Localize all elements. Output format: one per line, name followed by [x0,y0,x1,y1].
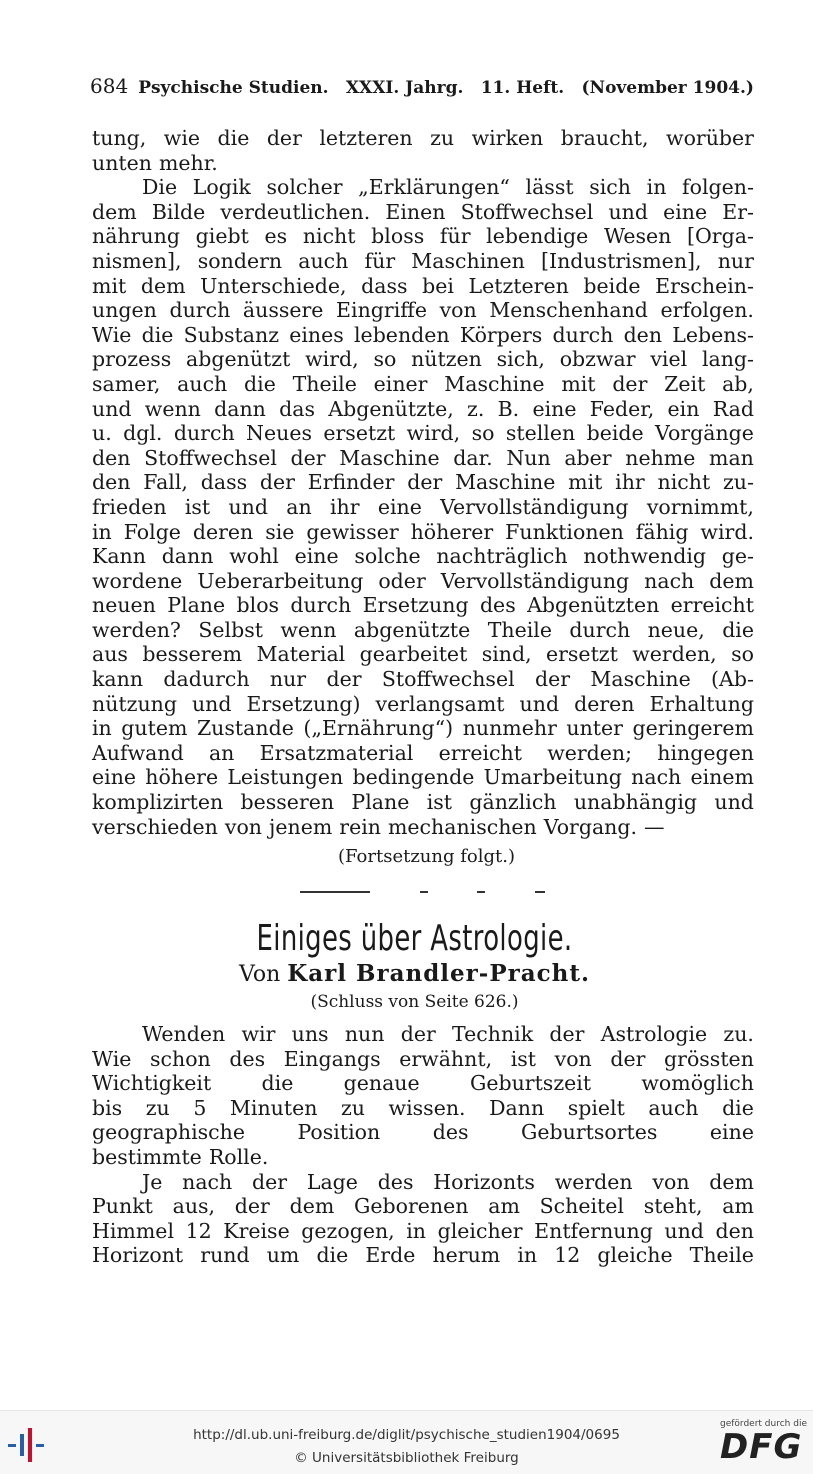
dfg-caption: gefördert durch die [720,1419,807,1429]
text-line: Wie die Substanz eines lebenden Körpers durch den Lebens- [92,322,754,347]
text-line: komplizirten besseren Plane ist gänzlich unabhängig und [92,790,754,815]
article-title: Einiges über Astrologie. [256,918,573,959]
text-line: ungen durch äussere Eingriffe von Menschenhand erfolgen. [92,298,754,323]
copyright-notice: © Universitätsbibliothek Freiburg [294,1450,519,1466]
text-line: nismen], sondern auch für Maschinen [Industrismen], nur [92,248,754,273]
text-line: Kann dann wohl eine solche nachträglich nothwendig ge- [92,544,754,569]
text-line: aus besserem Material gearbeitet sind, ersetzt werden, so [92,642,754,667]
text-line: nährung giebt es nicht bloss für lebendige Wesen [Orga- [92,224,754,249]
section-divider [300,891,545,893]
dfg-logo-icon: DFG [720,1427,803,1467]
text-line: neuen Plane blos durch Ersetzung des Abgenützten erreicht [92,593,754,618]
text-line: prozess abgenützt wird, so nützen sich, obzwar viel lang- [92,347,754,372]
text-line: bis zu 5 Minuten zu wissen. Dann spielt auch die [92,1095,754,1120]
page-number: 684 [90,74,129,98]
text-line: unten mehr. [92,150,218,175]
text-line: dem Bilde verdeutlichen. Einen Stoffwechsel und eine Er- [92,199,754,224]
issue-label: 11. Heft. [480,78,565,98]
text-line: mit dem Unterschiede, dass bei Letzteren beide Erschein- [92,273,754,298]
text-line: Wenden wir uns nun der Technik der Astrologie zu. [142,1022,754,1046]
text-line: Aufwand an Ersatzmaterial erreicht werden; hingegen [92,740,754,765]
text-line: eine höhere Leistungen bedingende Umarbeitung nach einem [92,765,754,790]
article-byline [8,960,813,987]
text-line: Je nach der Lage des Horizonts werden von dem [142,1169,754,1194]
text-line: und wenn dann das Abgenützte, z. B. eine Feder, ein Rad [92,396,754,421]
text-line: Wichtigkeit die genaue Geburtszeit womöglich [92,1071,754,1096]
volume-label: XXXI. Jahrg. [345,78,464,98]
text-line: bestimmte Rolle. [92,1144,269,1169]
text-line: Wie schon des Eingangs erwähnt, ist von der grössten [92,1046,754,1071]
continued-text-block [92,126,754,839]
text-line: nützung und Ersetzung) verlangsamt und deren Erhaltung [92,691,754,716]
text-line: in gutem Zustande („Ernährung“) nunmehr unter geringerem [92,716,754,741]
source-url-link[interactable]: http://dl.ub.uni-freiburg.de/diglit/psychische_studien1904/0695 [193,1427,620,1443]
byline-prefix: Von [238,962,281,987]
text-line: kann dadurch nur der Stoffwechsel der Maschine (Ab- [92,667,754,692]
text-line: u. dgl. durch Neues ersetzt wird, so stellen beide Vorgänge [92,421,754,446]
running-head [138,78,754,98]
continuation-note: (Fortsetzung folgt.) [338,846,515,867]
text-line: Himmel 12 Kreise gezogen, in gleicher Entfernung und den [92,1218,754,1243]
author-name: Karl Brandler-Pracht. [287,960,591,987]
text-line: Horizont rund um die Erde herum in 12 gleiche Theile [92,1243,754,1268]
continuation-reference: (Schluss von Seite 626.) [310,992,519,1012]
text-line: geographische Position des Geburtsortes eine [92,1120,754,1145]
article-text-block [92,1022,754,1268]
running-header [90,74,754,98]
text-line: den Stoffwechsel der Maschine dar. Nun aber nehme man [92,445,754,470]
text-line: wordene Ueberarbeitung oder Vervollständigung nach dem [92,568,754,593]
text-line: Die Logik solcher „Erklärungen“ lässt sich in folgen- [142,175,754,200]
text-line: tung, wie die der letzteren zu wirken braucht, worüber [92,126,754,150]
text-line: verschieden von jenem rein mechanischen Vorgang. — [92,814,665,839]
issue-date: (November 1904.) [581,78,754,98]
text-line: frieden ist und an ihr eine Vervollständigung vornimmt, [92,494,754,519]
text-line: Punkt aus, der dem Geborenen am Scheitel steht, am [92,1194,754,1219]
journal-title: Psychische Studien. [138,78,329,98]
text-line: in Folge deren sie gewisser höherer Funktionen fähig wird. [92,519,754,544]
text-line: werden? Selbst wenn abgenützte Theile durch neue, die [92,617,754,642]
text-line: samer, auch die Theile einer Maschine mit der Zeit ab, [92,371,754,396]
text-line: den Fall, dass der Erfinder der Maschine mit ihr nicht zu- [92,470,754,495]
